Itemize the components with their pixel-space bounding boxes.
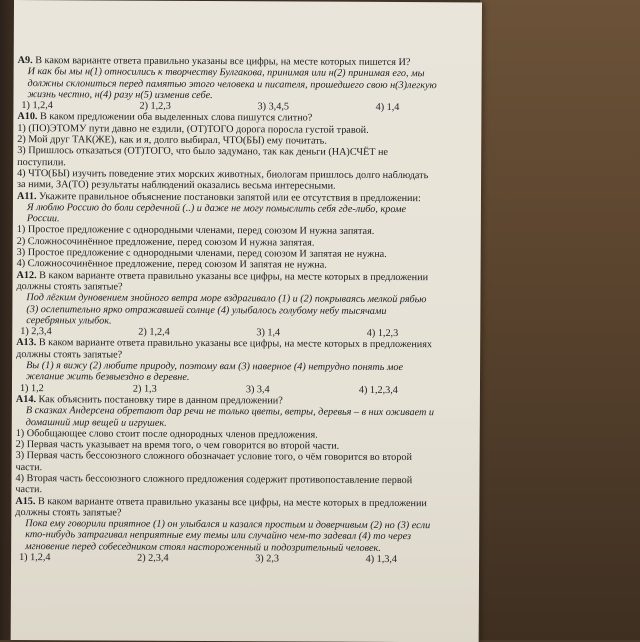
answer-option: 4) Сложносочинённое предложение, перед союзом И запятая не нужна.: [16, 258, 327, 271]
question-a12: [16, 270, 438, 340]
question-a13: [16, 337, 438, 396]
question-a14: [15, 394, 438, 498]
question-text: В каком варианте ответа правильно указаны все цифры, на месте которых в предложении должны стоять запятые?: [15, 495, 427, 519]
answer-option: 1) 1,2,4: [19, 552, 51, 564]
answer-option: 2) 1,2,4: [138, 326, 170, 338]
answer-option: 2) Мой друг ТАК(ЖЕ), как и я, долго выбирал, ЧТО(БЫ) ему почитать.: [17, 134, 327, 147]
question-text: В каком варианте ответа правильно указаны все цифры, на месте которых в предложении должны стоять запятые?: [16, 269, 429, 293]
answer-option: 1) Обобщающее слово стоит после однородных членов предложения.: [15, 427, 318, 441]
answer-option: 1) 2,3,4: [20, 326, 52, 338]
answer-option: 4) 1,4: [375, 102, 400, 114]
question-text: Укажите правильное объяснение постановки запятой или ее отсутствия в предложении:: [39, 190, 421, 204]
test-content: [15, 55, 440, 566]
question-number: А10.: [17, 111, 38, 123]
answer-option: 3) Первая часть бессоюзного сложного обозначает условие того, о чём говорится во второй части.: [15, 450, 412, 473]
question-excerpt: И как бы мы н(1) относились к творчеству Булгакова, принимая или н(2) принимая его, мы должны склониться перед памятью этого человека и писателя, прошедшего свою н(3)легкую жизнь честно, н(4) разу н(5) изменив себе.: [27, 66, 437, 101]
question-a15: [15, 496, 437, 566]
question-number: А14.: [15, 393, 37, 406]
question-excerpt: Я люблю Россию до боли сердечной (..) и даже не могу помыслить себя где-либо, кроме России.: [26, 201, 407, 225]
answer-option: 1) (ПО)ЭТОМУ пути давно не ездили, (ОТ)ТОГО дорога поросла густой травой.: [17, 122, 369, 136]
answer-option: 3) Простое предложение с однородными членами, перед союзом И запятая не нужна.: [16, 247, 387, 261]
answer-option: 4) 1,2,3,4: [358, 384, 398, 396]
answer-options: [15, 552, 437, 566]
answer-option: 4) 1,2,3: [366, 327, 399, 340]
question-text: Как объяснить постановку тире в данном предложении?: [38, 394, 283, 407]
question-text: В каком предложении оба выделенных слова пишутся слитно?: [39, 111, 313, 125]
question-text: В каком варианте ответа правильно указаны все цифры, на месте которых пишется И?: [35, 55, 411, 69]
answer-option: 4) Вторая часть бессоюзного сложного предложения содержит противопоставление первой части.: [15, 472, 413, 496]
question-excerpt: В сказках Андерсена обретают дар речи не только цветы, ветры, деревья – в них оживает и домашний мир вещей и игрушек.: [25, 405, 435, 429]
question-a11: [17, 191, 439, 272]
answer-option: 3) 2,3: [255, 553, 280, 565]
answer-option: 1) Простое предложение с однородными членами, перед союзом И нужна запятая.: [16, 224, 375, 238]
question-excerpt: Под лёгким дуновением знойного ветра море вздрагивало (1) и (2) покрываясь мелкой рябью (3) ослепительно ярко отражавшей солнце (4) улыбалось голубому небу тысячами серебряных улыбок.: [26, 292, 427, 327]
answer-option: 3) 1,4: [256, 327, 281, 339]
question-number: А15.: [15, 495, 36, 507]
question-number: А13.: [16, 337, 37, 349]
question-number: А12.: [16, 269, 37, 281]
question-number: А11.: [16, 190, 37, 202]
question-excerpt: Вы (1) я вижу (2) любите природу, поэтому вам (3) наверное (4) нетрудно понять мое желание жить безвыездно в деревне.: [25, 360, 404, 384]
answer-option: 2) 1,3: [132, 383, 157, 395]
answer-option: 2) 1,2,3: [139, 100, 171, 113]
table-surface-right: [480, 0, 640, 640]
question-a10: [17, 112, 439, 193]
answer-option: 3) Пришлось отказаться (ОТ)ТОГО, что было задумано, так как деньги (НА)СЧЁТ не поступили.: [17, 145, 388, 168]
answer-option: 1) 1,2: [19, 382, 44, 394]
answer-option: 3) 3,4: [245, 383, 270, 395]
question-a9: [17, 55, 439, 114]
answer-option: 1) 1,2,4: [21, 100, 53, 112]
paper-sheet: [11, 0, 482, 642]
answer-option: 4) 1,3,4: [365, 553, 398, 566]
answer-option: 2) Сложносочинённое предложение, перед союзом И нужна запятая.: [16, 235, 315, 249]
question-text: В каком варианте ответа правильно указаны все цифры, на месте которых в предложениях должны стоять запятые?: [16, 337, 433, 361]
answer-option: 2) 2,3,4: [137, 552, 169, 564]
question-number: А9.: [17, 55, 33, 67]
answer-option: 3) 3,4,5: [257, 101, 290, 113]
question-excerpt: Пока ему говорили приятное (1) он улыбался и казался простым и доверчивым (2) но (3) если кто-нибудь затрагивал неприятные ему темы или случайно чем-то задевал (4) то через мгновение перед собеседником стоял настороженный и подозрительный человек.: [25, 518, 431, 554]
answer-option: 4) ЧТО(БЫ) изучить поведение этих морских животных, биологам пришлось долго наблюдать за ними, ЗА(ТО) результаты наблюдений оказались весьма интересными.: [17, 167, 429, 192]
answer-option: 2) Первая часть указывает на время того, о чем говорится во второй части.: [15, 439, 340, 452]
